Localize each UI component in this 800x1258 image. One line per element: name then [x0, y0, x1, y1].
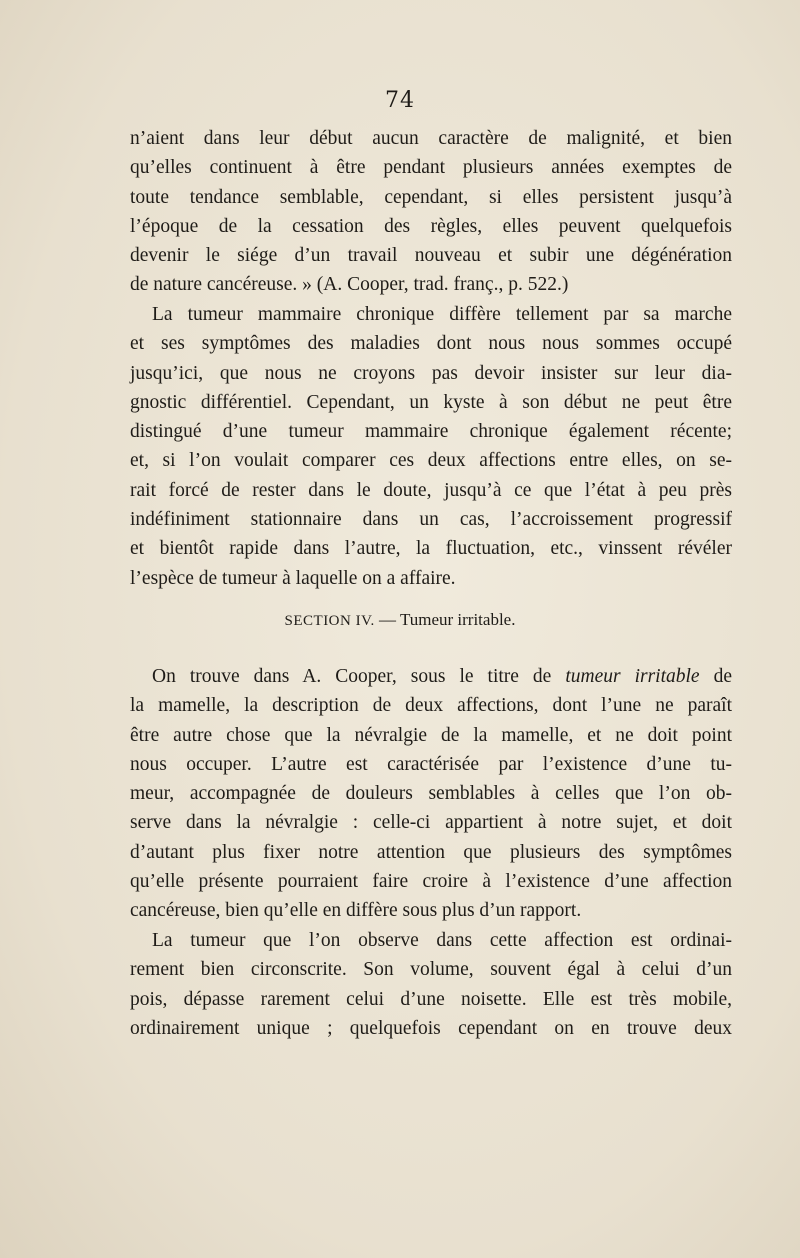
paragraph-3 — [130, 662, 732, 926]
text-line: pois, dépasse rarement celui d’une noisette. Elle est très mobile, — [130, 988, 732, 1010]
text-line: jusqu’ici, que nous ne croyons pas devoir insister sur leur dia- — [130, 362, 732, 384]
section-title: — Tumeur irritable. — [374, 610, 516, 629]
text-line: rement bien circonscrite. Son volume, souvent égal à celui d’un — [130, 959, 732, 981]
text-line: rait forcé de rester dans le doute, jusqu’à ce que l’état à peu près — [130, 479, 732, 501]
text-line: et ses symptômes des maladies dont nous nous sommes occupé — [130, 333, 732, 355]
text-line: nous occuper. L’autre est caractérisée par l’existence d’une tu- — [130, 753, 732, 775]
text-line: distingué d’une tumeur mammaire chronique également récente; — [130, 421, 732, 443]
text-line: et, si l’on voulait comparer ces deux affections entre elles, on se- — [130, 450, 732, 472]
text-line: devenir le siége d’un travail nouveau et subir une dégénération — [130, 245, 732, 267]
paragraph-1 — [130, 124, 732, 300]
text-line: indéfiniment stationnaire dans un cas, l’accroissement progressif — [130, 509, 732, 531]
page-number: 74 — [385, 88, 415, 113]
text-fragment: On trouve dans A. Cooper, sous le titre de — [152, 666, 566, 687]
text-line: l’espèce de tumeur à laquelle on a affaire. — [130, 567, 456, 589]
text-line: toute tendance semblable, cependant, si elles persistent jusqu’à — [130, 186, 732, 208]
text-line: La tumeur que l’on observe dans cette affection est ordinai- — [152, 930, 732, 951]
text-line: ordinairement unique ; quelquefois cependant on en trouve deux — [130, 1017, 732, 1039]
text-line: gnostic différentiel. Cependant, un kyste à son début ne peut être — [130, 391, 732, 413]
section-heading — [0, 610, 800, 630]
text-fragment: de — [699, 666, 732, 687]
text-line: d’autant plus fixer notre attention que plusieurs des symptômes — [130, 841, 732, 863]
paragraph-4 — [130, 926, 732, 1043]
text-line: qu’elles continuent à être pendant plusieurs années exemptes de — [130, 157, 732, 179]
text-line: être autre chose que la névralgie de la mamelle, et ne doit point — [130, 724, 732, 746]
text-line: n’aient dans leur début aucun caractère de malignité, et bien — [130, 128, 732, 149]
italic-term: tumeur irritable — [565, 666, 700, 687]
paragraph-2 — [130, 300, 732, 593]
text-line — [130, 662, 732, 691]
text-line: et bientôt rapide dans l’autre, la fluctuation, etc., vinssent révéler — [130, 538, 732, 560]
text-line: qu’elle présente pourraient faire croire à l’existence d’une affection — [130, 871, 732, 893]
text-line: La tumeur mammaire chronique diffère tellement par sa marche — [152, 304, 732, 325]
text-line: cancéreuse, bien qu’elle en diffère sous plus d’un rapport. — [130, 900, 582, 922]
section-label: SECTION IV. — [284, 613, 375, 629]
text-line: serve dans la névralgie : celle-ci appartient à notre sujet, et doit — [130, 812, 732, 834]
text-line: la mamelle, la description de deux affections, dont l’une ne paraît — [130, 695, 732, 717]
text-line: meur, accompagnée de douleurs semblables à celles que l’on ob- — [130, 783, 732, 805]
text-line: de nature cancéreuse. » (A. Cooper, trad. franç., p. 522.) — [130, 274, 569, 296]
text-line: l’époque de la cessation des règles, elles peuvent quelquefois — [130, 215, 732, 237]
